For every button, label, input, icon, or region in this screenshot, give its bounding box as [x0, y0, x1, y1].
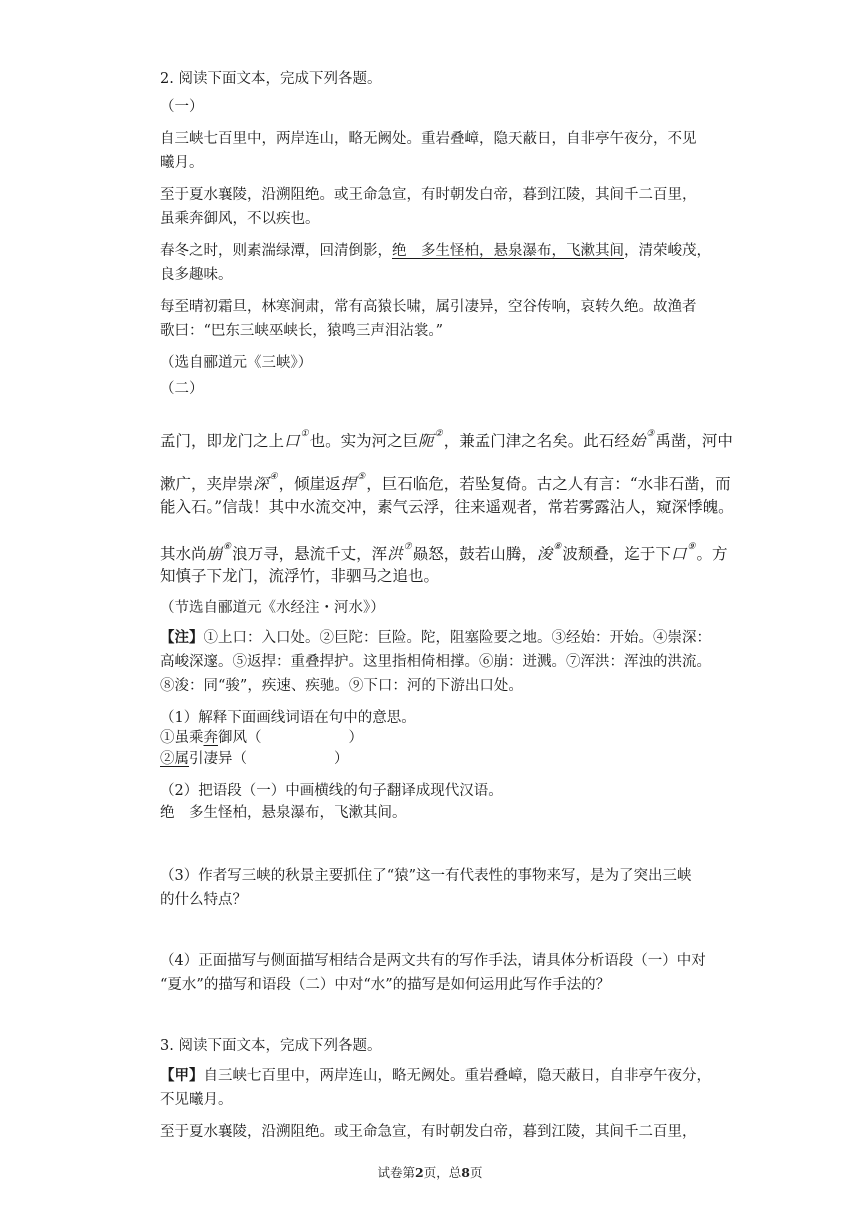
- text-span: 漱广，夹岸崇: [160, 475, 254, 493]
- q3-passage-line: [160, 1066, 711, 1086]
- annotated-word: 口: [284, 432, 300, 450]
- annotated-word: 崩: [206, 545, 223, 563]
- footnote-mark: ⑤: [357, 472, 366, 482]
- q3-heading: 3. 阅读下面文本，完成下列各题。: [160, 1038, 382, 1054]
- text-span: ①虽乘: [160, 730, 204, 746]
- question-1a: [160, 728, 363, 748]
- question-3: （3）作者写三峡的秋景主要抓住了“猿”这一有代表性的事物来写，是为了突出三峡: [160, 868, 692, 884]
- passage1-line: 歌曰：“巴东三峡巫峡长，猿鸣三声泪沾裳。”: [160, 323, 444, 339]
- question-2: （2）把语段（一）中画横线的句子翻译成现代汉语。: [160, 783, 503, 799]
- passage2-line: [160, 537, 727, 564]
- text-span: ①上口：入口处。②巨陀：巨险。陀，阻塞险要之地。③经始：开始。④崇深：: [203, 630, 711, 646]
- part1-label: （一）: [160, 99, 204, 115]
- answer-blank: 御风（ ）: [218, 730, 363, 746]
- annotated-word: 捍: [340, 475, 357, 493]
- part2-label: （二）: [160, 381, 204, 397]
- text-span: 也。实为河之巨: [309, 432, 419, 450]
- passage1-line: 至于夏水襄陵，沿溯阻绝。或王命急宣，有时朝发白帝，暮到江陵，其间千二百里，: [160, 187, 697, 203]
- page-footer: [0, 1164, 860, 1182]
- notes-line: ⑧浚：同“骏”，疾速、疾驰。⑨下口：河的下游出口处。: [160, 678, 523, 694]
- notes-line: [160, 628, 711, 648]
- question-3: 的什么特点？: [160, 892, 247, 908]
- passage1-line: 良多趣味。: [160, 267, 233, 283]
- text-span: 禹凿，河中: [655, 432, 733, 450]
- text-span: 赑怒，鼓若山腾，: [412, 545, 537, 563]
- q2-heading: 2. 阅读下面文本，完成下列各题。: [160, 71, 382, 87]
- passage-tag: 【甲】: [160, 1067, 204, 1084]
- question-4: “夏水”的描写和语段（二）中对“水”的描写是如何运用此写作手法的？: [160, 977, 611, 993]
- source-citation: （节选自郦道元《水经注・河水》）: [160, 600, 385, 616]
- source-citation: （选自郦道元《三峡》）: [160, 355, 313, 371]
- footer-text: 页，总: [423, 1165, 462, 1180]
- footnote-mark: ②: [434, 429, 443, 439]
- passage2-line: 知慎子下龙门，流浮竹，非驷马之追也。: [160, 567, 440, 585]
- passage1-line: 虽乘奔御风，不以疾也。: [160, 211, 320, 227]
- footnote-mark: ③: [646, 429, 655, 439]
- annotated-word: 口: [670, 545, 687, 563]
- question-2-sentence: 绝 多生怪柏，悬泉瀑布，飞漱其间。: [160, 805, 407, 821]
- passage2-line: [160, 467, 731, 494]
- passage1-line: 曦月。: [160, 155, 204, 171]
- text-span: 其水尚: [160, 545, 207, 563]
- notes-line: 高峻深邃。⑤返捍：重叠捍护。这里指相倚相撑。⑥崩：迸溅。⑦浑洪：浑浊的洪流。: [160, 654, 711, 670]
- footnote-mark: ⑨: [687, 542, 696, 552]
- underlined-word: 奔: [203, 730, 218, 746]
- annotated-word: 浚: [536, 545, 553, 563]
- footnote-mark: ⑦: [403, 542, 412, 552]
- text-span: ，兼孟门津之名矣。此石经: [443, 432, 630, 450]
- annotated-word: 洪: [387, 545, 403, 563]
- footer-page-number: 2: [415, 1165, 424, 1180]
- footer-text: 页: [469, 1165, 483, 1180]
- annotated-word: 始: [629, 432, 646, 450]
- text-span: 自三峡七百里中，两岸连山，略无阙处。重岩叠嶂，隐天蔽日，自非亭午夜分，: [203, 1068, 711, 1084]
- text-span: 波颓叠，迄于下: [562, 545, 671, 563]
- passage1-line: [160, 241, 711, 261]
- q3-passage-line: 不见曦月。: [160, 1092, 233, 1108]
- passage2-line: [160, 424, 733, 451]
- footnote-mark: ⑥: [223, 542, 232, 552]
- text-span: 浪万寻，悬流千丈，浑: [232, 545, 388, 563]
- passage1-line: 自三峡七百里中，两岸连山，略无阙处。重岩叠嶂，隐天蔽日，自非亭午夜分，不见: [160, 131, 697, 147]
- text-span: ，巨石临危，若坠复倚。古之人有言：“水非石凿，而: [366, 475, 731, 493]
- footnote-mark: ⑧: [553, 542, 562, 552]
- answer-blank: 引凄异（ ）: [189, 751, 349, 767]
- q3-passage-line: 至于夏水襄陵，沿溯阻绝。或王命急宣，有时朝发白帝，暮到江陵，其间千二百里，: [160, 1124, 697, 1140]
- passage2-line: 能入石。”信哉！其中水流交冲，素气云浮，往来遥观者，常若雾露沾人，窥深悸魄。: [160, 498, 734, 516]
- passage1-line: 每至晴初霜旦，林寒涧肃，常有高猿长啸，属引凄异，空谷传响，哀转久绝。故渔者: [160, 299, 697, 315]
- footnote-mark: ①: [300, 429, 309, 439]
- text-span: ，清荣峻茂，: [624, 243, 711, 259]
- question-1: （1）解释下面画线词语在句中的意思。: [160, 710, 416, 726]
- underlined-sentence: 绝 多生怪柏，悬泉瀑布，飞漱其间: [392, 243, 624, 259]
- text-span: 。方: [696, 545, 728, 563]
- question-4: （4）正面描写与侧面描写相结合是两文共有的写作手法，请具体分析语段（一）中对: [160, 953, 706, 969]
- underlined-word: ②属: [160, 751, 189, 767]
- notes-tag: 【注】: [160, 629, 204, 646]
- annotated-word: 深: [253, 475, 269, 493]
- footer-total-pages: 8: [461, 1165, 470, 1180]
- text-span: 春冬之时，则素湍绿潭，回清倒影，: [160, 243, 392, 259]
- footer-text: 试卷第: [377, 1165, 416, 1180]
- question-1b: [160, 749, 349, 769]
- text-span: 孟门，即龙门之上: [160, 432, 285, 450]
- annotated-word: 阨: [418, 432, 434, 450]
- footnote-mark: ④: [269, 472, 278, 482]
- text-span: ，倾崖返: [278, 475, 341, 493]
